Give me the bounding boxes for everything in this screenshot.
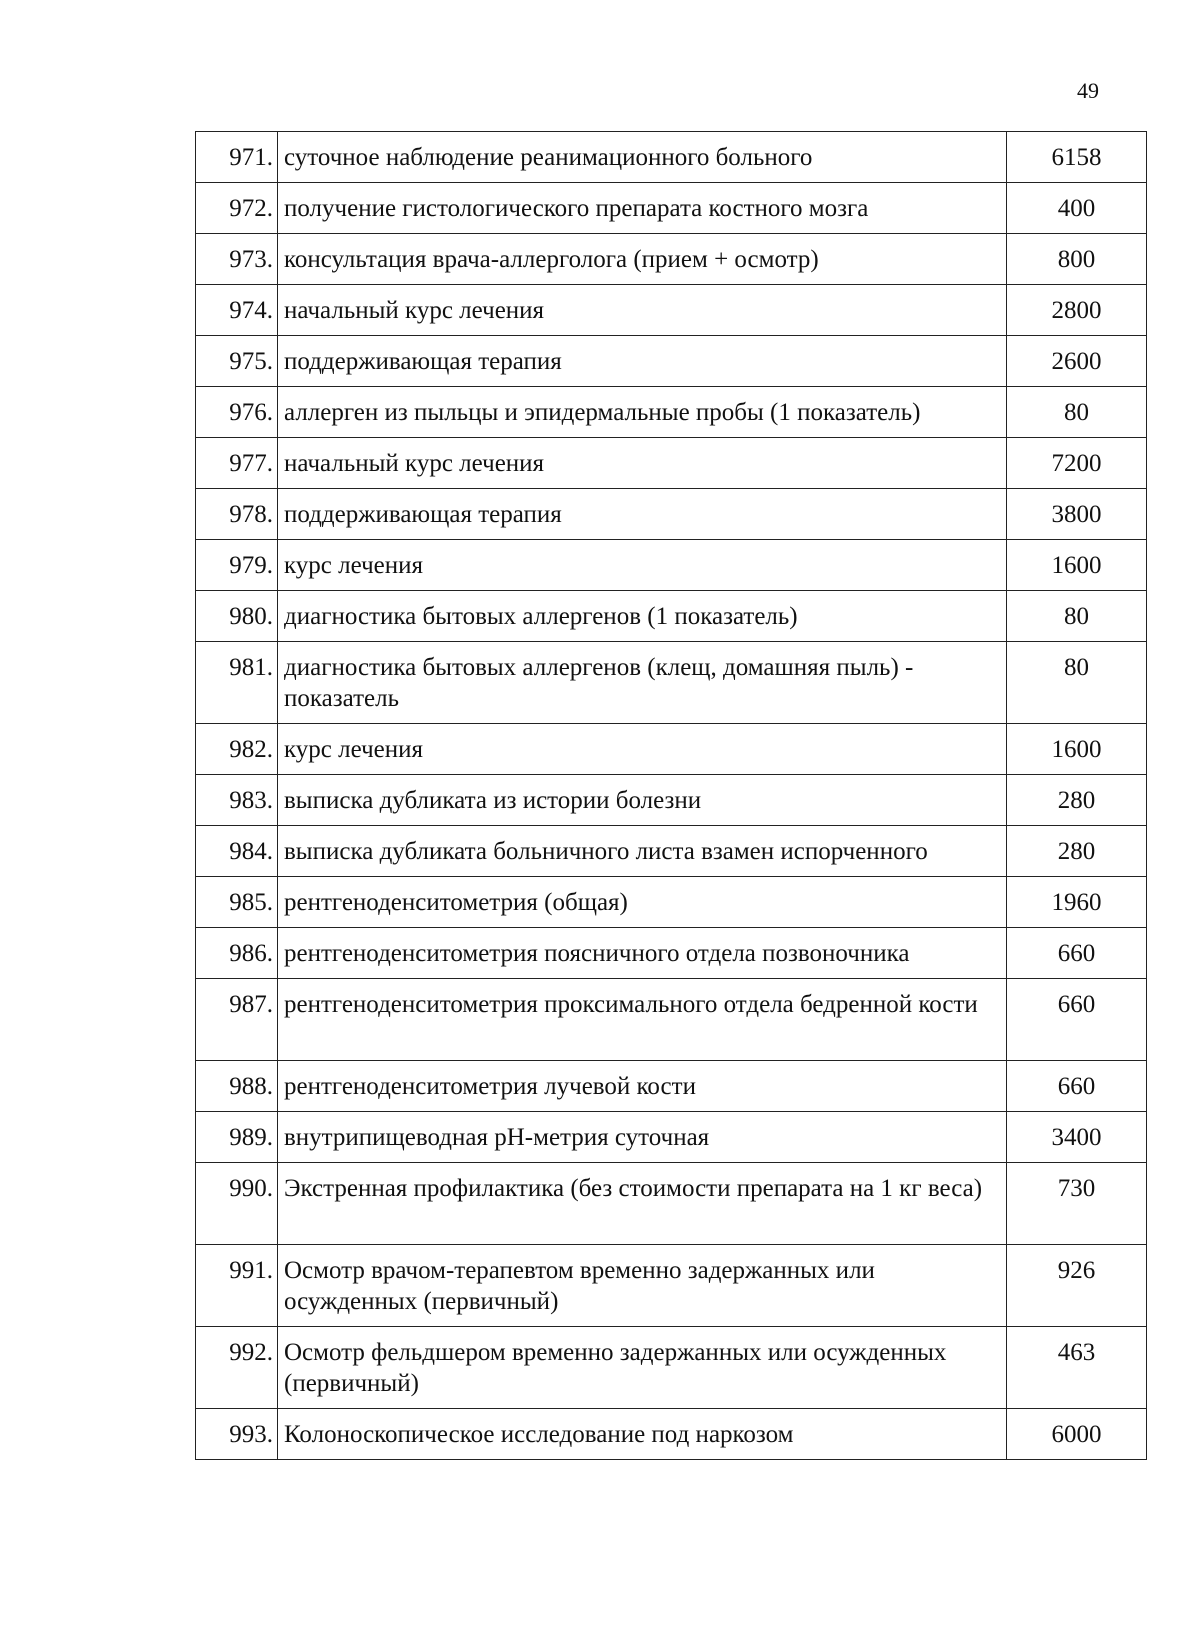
service-name: Экстренная профилактика (без стоимости препарата на 1 кг веса) bbox=[278, 1163, 1007, 1245]
service-name: поддерживающая терапия bbox=[278, 336, 1007, 387]
row-number: 989. bbox=[196, 1112, 278, 1163]
table-row bbox=[196, 775, 1147, 826]
row-number: 976. bbox=[196, 387, 278, 438]
service-name: суточное наблюдение реанимационного больного bbox=[278, 132, 1007, 183]
service-name: начальный курс лечения bbox=[278, 438, 1007, 489]
service-name: рентгеноденситометрия поясничного отдела позвоночника bbox=[278, 928, 1007, 979]
service-price: 2600 bbox=[1007, 336, 1147, 387]
table-row bbox=[196, 387, 1147, 438]
service-price: 1960 bbox=[1007, 877, 1147, 928]
service-price: 280 bbox=[1007, 826, 1147, 877]
table-row bbox=[196, 234, 1147, 285]
table-row bbox=[196, 336, 1147, 387]
service-price: 1600 bbox=[1007, 540, 1147, 591]
table-row bbox=[196, 1409, 1147, 1460]
row-number: 980. bbox=[196, 591, 278, 642]
price-table bbox=[195, 131, 1147, 1460]
service-name: диагностика бытовых аллергенов (1 показатель) bbox=[278, 591, 1007, 642]
row-number: 987. bbox=[196, 979, 278, 1061]
row-number: 973. bbox=[196, 234, 278, 285]
table-row bbox=[196, 438, 1147, 489]
row-number: 975. bbox=[196, 336, 278, 387]
table-row bbox=[196, 826, 1147, 877]
service-price: 660 bbox=[1007, 1061, 1147, 1112]
service-price: 926 bbox=[1007, 1245, 1147, 1327]
row-number: 993. bbox=[196, 1409, 278, 1460]
service-name: поддерживающая терапия bbox=[278, 489, 1007, 540]
table-row bbox=[196, 489, 1147, 540]
row-number: 981. bbox=[196, 642, 278, 724]
row-number: 992. bbox=[196, 1327, 278, 1409]
table-row bbox=[196, 928, 1147, 979]
service-price: 6158 bbox=[1007, 132, 1147, 183]
table-row bbox=[196, 1112, 1147, 1163]
row-number: 972. bbox=[196, 183, 278, 234]
service-name: Осмотр фельдшером временно задержанных или осужденных (первичный) bbox=[278, 1327, 1007, 1409]
table-row bbox=[196, 979, 1147, 1061]
service-price: 3400 bbox=[1007, 1112, 1147, 1163]
service-name: рентгеноденситометрия (общая) bbox=[278, 877, 1007, 928]
service-name: выписка дубликата из истории болезни bbox=[278, 775, 1007, 826]
service-price: 660 bbox=[1007, 928, 1147, 979]
row-number: 978. bbox=[196, 489, 278, 540]
table-row bbox=[196, 1163, 1147, 1245]
row-number: 983. bbox=[196, 775, 278, 826]
service-name: курс лечения bbox=[278, 724, 1007, 775]
service-name: консультация врача-аллерголога (прием + осмотр) bbox=[278, 234, 1007, 285]
table-row bbox=[196, 642, 1147, 724]
service-price: 7200 bbox=[1007, 438, 1147, 489]
row-number: 977. bbox=[196, 438, 278, 489]
table-row bbox=[196, 285, 1147, 336]
service-price: 3800 bbox=[1007, 489, 1147, 540]
service-price: 80 bbox=[1007, 387, 1147, 438]
service-price: 80 bbox=[1007, 642, 1147, 724]
row-number: 984. bbox=[196, 826, 278, 877]
service-name: внутрипищеводная рН-метрия суточная bbox=[278, 1112, 1007, 1163]
service-name: аллерген из пыльцы и эпидермальные пробы (1 показатель) bbox=[278, 387, 1007, 438]
row-number: 974. bbox=[196, 285, 278, 336]
service-name: получение гистологического препарата костного мозга bbox=[278, 183, 1007, 234]
service-name: Колоноскопическое исследование под наркозом bbox=[278, 1409, 1007, 1460]
service-name: рентгеноденситометрия проксимального отдела бедренной кости bbox=[278, 979, 1007, 1061]
row-number: 991. bbox=[196, 1245, 278, 1327]
table-row bbox=[196, 1327, 1147, 1409]
table-row bbox=[196, 1061, 1147, 1112]
service-price: 6000 bbox=[1007, 1409, 1147, 1460]
table-row bbox=[196, 183, 1147, 234]
table-row bbox=[196, 1245, 1147, 1327]
service-price: 730 bbox=[1007, 1163, 1147, 1245]
table-row bbox=[196, 540, 1147, 591]
table-row bbox=[196, 132, 1147, 183]
service-price: 2800 bbox=[1007, 285, 1147, 336]
page-number: 49 bbox=[1077, 78, 1099, 103]
row-number: 982. bbox=[196, 724, 278, 775]
table-row bbox=[196, 877, 1147, 928]
service-price: 280 bbox=[1007, 775, 1147, 826]
row-number: 986. bbox=[196, 928, 278, 979]
service-price: 800 bbox=[1007, 234, 1147, 285]
service-price: 660 bbox=[1007, 979, 1147, 1061]
table-row bbox=[196, 724, 1147, 775]
service-name: выписка дубликата больничного листа взамен испорченного bbox=[278, 826, 1007, 877]
row-number: 971. bbox=[196, 132, 278, 183]
row-number: 990. bbox=[196, 1163, 278, 1245]
service-price: 400 bbox=[1007, 183, 1147, 234]
service-name: диагностика бытовых аллергенов (клещ, домашняя пыль) - показатель bbox=[278, 642, 1007, 724]
service-price: 1600 bbox=[1007, 724, 1147, 775]
service-name: начальный курс лечения bbox=[278, 285, 1007, 336]
table-row bbox=[196, 591, 1147, 642]
service-price: 463 bbox=[1007, 1327, 1147, 1409]
service-name: курс лечения bbox=[278, 540, 1007, 591]
service-price: 80 bbox=[1007, 591, 1147, 642]
row-number: 985. bbox=[196, 877, 278, 928]
row-number: 988. bbox=[196, 1061, 278, 1112]
row-number: 979. bbox=[196, 540, 278, 591]
service-name: рентгеноденситометрия лучевой кости bbox=[278, 1061, 1007, 1112]
price-table-body bbox=[196, 132, 1147, 1460]
service-name: Осмотр врачом-терапевтом временно задержанных или осужденных (первичный) bbox=[278, 1245, 1007, 1327]
